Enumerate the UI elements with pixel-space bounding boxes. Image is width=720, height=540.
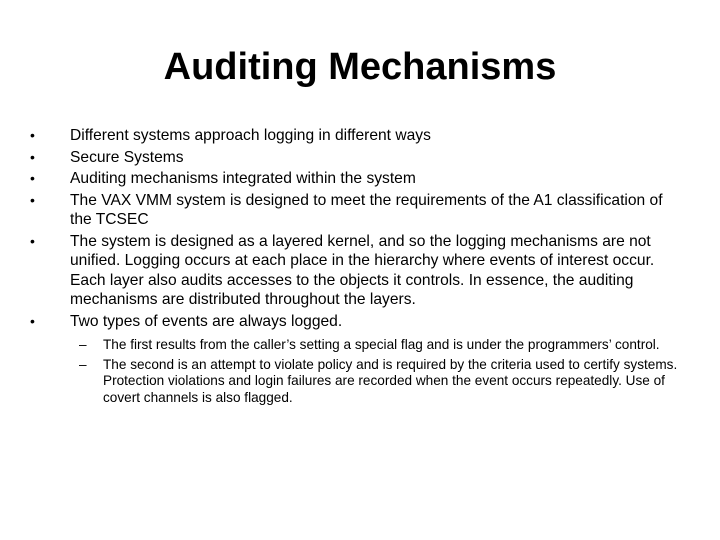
bullet-item <box>30 148 684 168</box>
bullet-dot-icon: • <box>30 232 35 249</box>
dash-icon: – <box>79 337 87 352</box>
bullet-dot-icon: • <box>30 312 35 329</box>
bullet-dot-icon: • <box>30 127 35 143</box>
bullet-dot-icon: • <box>30 170 35 186</box>
dash-icon: – <box>79 356 87 372</box>
bullet-text: Two types of events are always logged. <box>70 312 343 330</box>
bullet-item <box>30 232 684 310</box>
bullet-item <box>30 191 684 230</box>
bullet-item <box>30 169 684 189</box>
bullet-text: Auditing mechanisms integrated within the system <box>70 170 416 187</box>
sub-bullet-item <box>79 356 684 407</box>
bullet-item <box>30 312 684 407</box>
sub-bullet-text: The first results from the caller’s setting a special flag and is under the programmers’ control. <box>103 337 660 352</box>
slide-title: Auditing Mechanisms <box>163 46 557 88</box>
bullet-item <box>30 126 684 146</box>
sub-bullet-list <box>79 337 684 406</box>
sub-bullet-text: The second is an attempt to violate policy and is required by the criteria used to certify systems. Protection violations and login failures are recorded when the event occurs repeatedly. Use of covert channels is also flagged. <box>103 356 678 405</box>
bullet-list <box>30 126 684 409</box>
bullet-text: The VAX VMM system is designed to meet the requirements of the A1 classification of the TCSEC <box>70 191 663 228</box>
bullet-dot-icon: • <box>30 191 35 208</box>
bullet-text: The system is designed as a layered kernel, and so the logging mechanisms are not unified. Logging occurs at each place in the hierarchy where events of interest occur. Each layer also audits accesses to the objects it controls. In essence, the auditing mechanisms are distributed throughout the layers. <box>70 232 655 308</box>
bullet-text: Secure Systems <box>70 148 184 166</box>
sub-bullet-item <box>79 337 684 354</box>
bullet-dot-icon: • <box>30 148 35 165</box>
bullet-text: Different systems approach logging in different ways <box>70 127 431 144</box>
